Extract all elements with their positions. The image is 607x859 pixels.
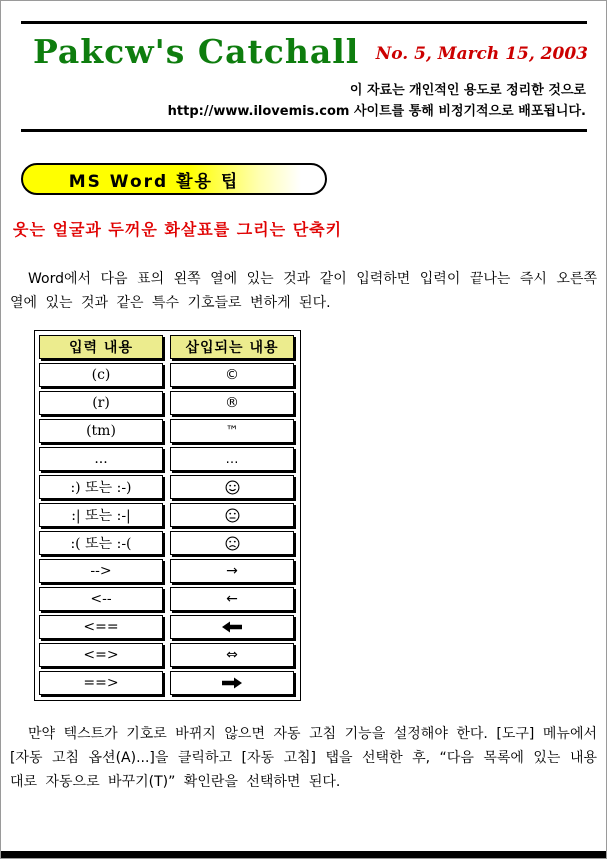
distribution-note	[1, 80, 606, 122]
frowning-face-icon	[170, 531, 294, 555]
table-cell-output-symbol: ®	[170, 391, 294, 415]
newsletter-title: Pakcw's Catchall	[33, 32, 360, 71]
table-header-input: 입력 내용	[39, 335, 163, 359]
table-cell-input: :) 또는 :-)	[39, 475, 163, 499]
section-banner	[21, 163, 327, 195]
article-title: 웃는 얼굴과 두꺼운 화살표를 그리는 단축키	[13, 220, 343, 240]
table-cell-input: -->	[39, 559, 163, 583]
table-cell-input: (r)	[39, 391, 163, 415]
smiley-face-icon	[170, 475, 294, 499]
distribution-note-line2: http://www.ilovemis.com 사이트를 통해 비정기적으로 배포됩니다.	[167, 104, 586, 120]
distribution-note-line1: 이 자료는 개인적인 용도로 정리한 것으로	[349, 83, 586, 99]
issue-date: No. 5, March 15, 2003	[375, 44, 588, 65]
table-cell-input: (tm)	[39, 419, 163, 443]
intro-paragraph: Word에서 다음 표의 왼쪽 열에 있는 것과 같이 입력하면 입력이 끝나는 즉시 오른쪽 열에 있는 것과 같은 특수 기호들로 변하게 된다.	[10, 271, 597, 312]
table-cell-input: :( 또는 :-(	[39, 531, 163, 555]
table-cell-input: ==>	[39, 671, 163, 695]
table-cell-output-symbol: ←	[170, 587, 294, 611]
bold-right-arrow-icon	[170, 671, 294, 695]
section-banner-label: MS Word 활용 팁	[68, 171, 240, 192]
table-cell-input: (c)	[39, 363, 163, 387]
masthead	[1, 24, 606, 70]
table-cell-input: :| 또는 :-|	[39, 503, 163, 527]
table-header-output: 삽입되는 내용	[170, 335, 294, 359]
table-cell-input: ...	[39, 447, 163, 471]
table-cell-input: <=>	[39, 643, 163, 667]
table-cell-output-symbol: ™	[170, 419, 294, 443]
table-cell-input: <==	[39, 615, 163, 639]
table-cell-output-symbol: ⇔	[170, 643, 294, 667]
table-cell-output-symbol: …	[170, 447, 294, 471]
symbol-table	[34, 330, 301, 701]
page-bottom-bar	[1, 851, 606, 858]
table-cell-output-symbol: ©	[170, 363, 294, 387]
table-cell-output-symbol: →	[170, 559, 294, 583]
neutral-face-icon	[170, 503, 294, 527]
table-cell-input: <--	[39, 587, 163, 611]
closing-paragraph: 만약 텍스트가 기호로 바뀌지 않으면 자동 고침 기능을 설정해야 한다. [도구] 메뉴에서 [자동 고침 옵션(A)...]을 클릭하고 [자동 고침] 탭을 선택한 후, “다음 목록에 있는 내용대로 자동으로 바꾸기(T)” 확인란을 선택하면 된다.	[10, 726, 597, 791]
masthead-bottom-rule	[21, 129, 587, 132]
bold-left-arrow-icon	[170, 615, 294, 639]
